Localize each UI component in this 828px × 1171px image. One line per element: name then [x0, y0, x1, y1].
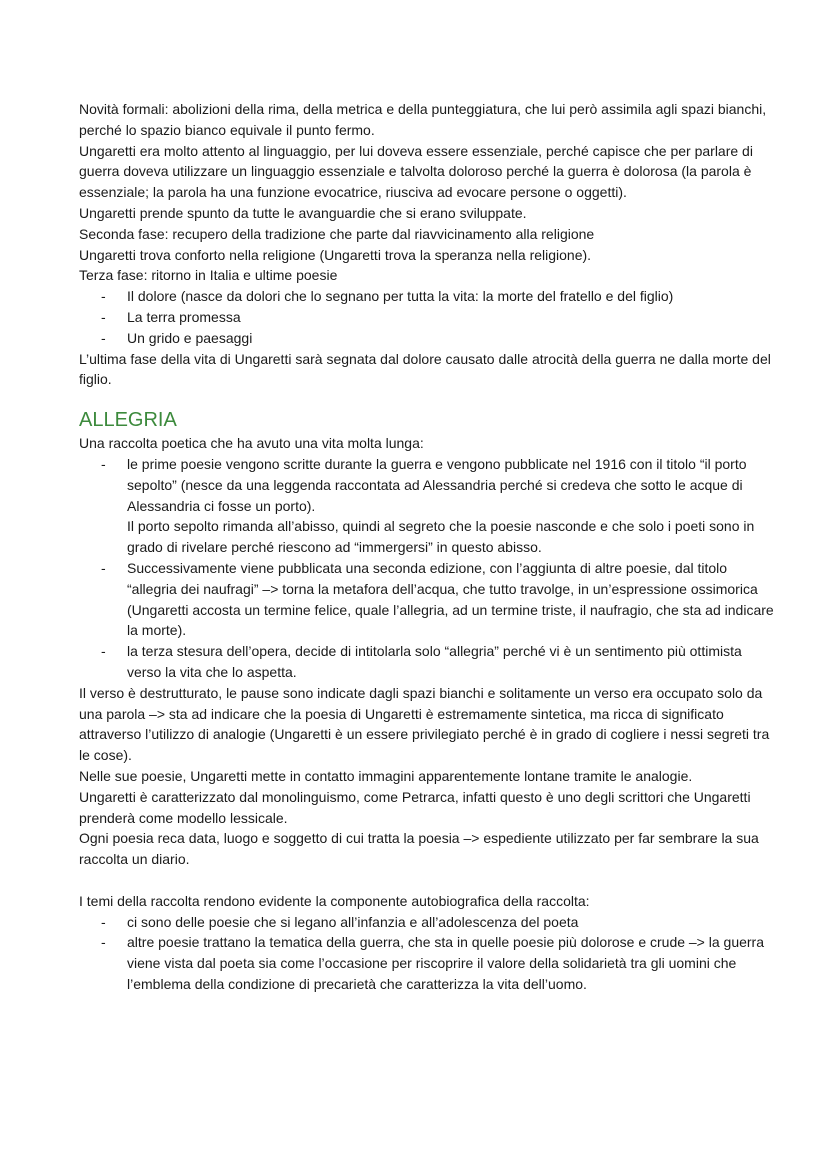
list-item: - la terza stesura dell’opera, decide di intitolarla solo “allegria” perché vi è un sentimento più ottimista verso la vita che lo aspetta.	[127, 641, 779, 683]
edition-first-extra: Il porto sepolto rimanda all’abisso, quindi al segreto che la poesie nasconde e che solo i poeti sono in grado di rivelare perché riescono ad “immergersi” in questo abisso.	[127, 518, 755, 556]
paragraph-second-phase: Seconda fase: recupero della tradizione che parte dal riavvicinamento alla religione	[79, 225, 595, 242]
editions-list	[79, 454, 779, 683]
list-item: - altre poesie trattano la tematica della guerra, che sta in quelle poesie più dolorose e crude –> la guerra viene vista dal poeta sia come l’occasione per riscoprire il valore della solidarietà tra gli uomini che l’emblema della condizione di precarietà che caratterizza la vita dell’uomo.	[127, 932, 779, 994]
list-item: - Un grido e paesaggi	[127, 328, 779, 349]
list-item: - ci sono delle poesie che si legano all’infanzia e all’adolescenza del poeta	[127, 912, 779, 933]
paragraph-verse-structure: Il verso è destrutturato, le pause sono indicate dagli spazi bianchi e solitamente un verso era occupato solo da una parola –> sta ad indicare che la poesia di Ungaretti è estremamente sintetica, ma ricca di significato attraverso l’utilizzo di analogie (Ungaretti è un essere privilegiato perché è in grado di cogliere i nessi segreti tra le cose).	[79, 684, 770, 764]
works-list	[79, 286, 779, 348]
list-item	[127, 454, 779, 558]
paragraph-third-phase: Terza fase: ritorno in Italia e ultime poesie	[79, 267, 338, 284]
paragraph-formal-novelties: Novità formali: abolizioni della rima, della metrica e della punteggiatura, che lui però assimila agli spazi bianchi, perché lo spazio bianco equivale il punto fermo.	[79, 101, 767, 138]
paragraph-last-phase: L’ultima fase della vita di Ungaretti sarà segnata dal dolore causato dalle atrocità della guerra ne dalla morte del figlio.	[79, 350, 771, 388]
document-page	[79, 99, 779, 995]
themes-list	[79, 912, 779, 995]
paragraph-themes-lead: I temi della raccolta rendono evidente la componente autobiografica della raccolta:	[79, 892, 590, 909]
paragraph-spacer	[79, 870, 779, 891]
edition-first-text: - le prime poesie vengono scritte durante la guerra e vengono pubblicate nel 1916 con il titolo “il porto sepolto” (nesce da una leggenda raccontata ad Alessandria perché si credeva che sotto le acque di Alessandria ci fosse un porto).	[127, 455, 747, 514]
paragraph-religion: Ungaretti trova conforto nella religione (Ungaretti trova la speranza nella religione).	[79, 246, 592, 263]
paragraph-language: Ungaretti era molto attento al linguaggio, per lui doveva essere essenziale, perché capisce che per parlare di guerra doveva utilizzare un linguaggio essenziale e talvolta doloroso perché la guerra è dolorosa (la parola è essenziale; la parola ha una funzione evocatrice, riusciva ad evocare persone o oggetti).	[79, 142, 753, 201]
paragraph-monolinguism: Ungaretti è caratterizzato dal monolinguismo, come Petrarca, infatti questo è uno degli scrittori che Ungaretti prenderà come modello lessicale.	[79, 788, 751, 826]
paragraph-analogies: Nelle sue poesie, Ungaretti mette in contatto immagini apparentemente lontane tramite le analogie.	[79, 767, 693, 784]
paragraph-collection-lead: Una raccolta poetica che ha avuto una vita molta lunga:	[79, 435, 424, 452]
list-item: - Successivamente viene pubblicata una seconda edizione, con l’aggiunta di altre poesie, dal titolo “allegria dei naufragi” –> torna la metafora dell’acqua, che tutto travolge, in un’espressione ossimorica (Ungaretti accosta un termine felice, quale l’allegria, ad un termine triste, il naufragio, che sta ad indicare la morte).	[127, 558, 779, 641]
paragraph-avant-garde: Ungaretti prende spunto da tutte le avanguardie che si erano sviluppate.	[79, 204, 527, 221]
paragraph-diary: Ogni poesia reca data, luogo e soggetto di cui tratta la poesia –> espediente utilizzato per far sembrare la sua raccolta un diario.	[79, 830, 759, 868]
section-heading-allegria: ALLEGRIA	[79, 409, 177, 432]
list-item: - Il dolore (nasce da dolori che lo segnano per tutta la vita: la morte del fratello e del figlio)	[127, 286, 779, 307]
list-item: - La terra promessa	[127, 307, 779, 328]
